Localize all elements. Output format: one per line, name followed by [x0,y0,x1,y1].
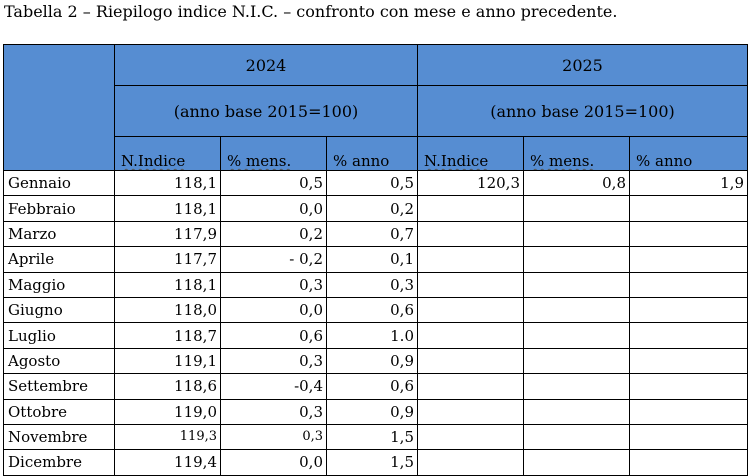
table-row [4,424,748,449]
table-row [4,348,748,373]
index-2025-cell: 120,3 [418,171,524,196]
index-2024-cell: 118,1 [115,272,221,297]
annual-2025-cell [630,348,748,373]
annual-2025-cell [630,272,748,297]
monthly-2025-cell [524,424,630,449]
month-cell: Ottobre [4,399,115,424]
col-header-label: % anno [333,152,390,170]
monthly-2024-cell: 0,2 [221,221,327,246]
table-row [4,247,748,272]
col-header-mens-2025 [524,137,630,171]
index-2024-cell: 118,6 [115,374,221,399]
annual-2024-cell: 1,5 [327,450,418,475]
month-cell: Marzo [4,221,115,246]
monthly-2025-cell [524,399,630,424]
col-header-label: % mens. [530,152,595,170]
monthly-2025-cell [524,272,630,297]
table-row [4,297,748,322]
month-cell: Maggio [4,272,115,297]
year-header-2025: 2025 [418,45,748,86]
year-header-2024: 2024 [115,45,418,86]
annual-2024-cell: 0,7 [327,221,418,246]
month-cell: Giugno [4,297,115,322]
monthly-2024-cell: 0,6 [221,323,327,348]
table-row [4,171,748,196]
table-row [4,323,748,348]
table-row [4,450,748,475]
monthly-2024-cell: 0,5 [221,171,327,196]
col-header-indice-2024 [115,137,221,171]
monthly-2024-cell: - 0,2 [221,247,327,272]
month-cell: Novembre [4,424,115,449]
index-2025-cell [418,374,524,399]
index-2024-cell: 118,7 [115,323,221,348]
annual-2025-cell [630,297,748,322]
annual-2025-cell [630,450,748,475]
index-2025-cell [418,196,524,221]
table-row [4,374,748,399]
month-cell: Agosto [4,348,115,373]
monthly-2025-cell [524,348,630,373]
index-2024-cell: 117,7 [115,247,221,272]
annual-2024-cell: 0,2 [327,196,418,221]
month-cell: Aprile [4,247,115,272]
annual-2024-cell: 0,3 [327,272,418,297]
annual-2024-cell: 0,9 [327,399,418,424]
index-2025-cell [418,424,524,449]
index-2024-cell: 118,1 [115,196,221,221]
index-2025-cell [418,323,524,348]
month-cell: Gennaio [4,171,115,196]
col-header-label: N.Indice [424,152,489,170]
annual-2025-cell [630,374,748,399]
monthly-2024-cell: -0,4 [221,374,327,399]
annual-2025-cell [630,221,748,246]
table-row [4,221,748,246]
table-row [4,196,748,221]
monthly-2024-cell: 0,3 [221,348,327,373]
annual-2024-cell: 0,9 [327,348,418,373]
annual-2025-cell [630,323,748,348]
annual-2025-cell [630,399,748,424]
monthly-2025-cell: 0,8 [524,171,630,196]
index-2025-cell [418,297,524,322]
monthly-2025-cell [524,374,630,399]
col-header-label: % anno [636,152,693,170]
table-row [4,272,748,297]
index-2024-cell: 119,0 [115,399,221,424]
index-2025-cell [418,221,524,246]
col-header-anno-2024 [327,137,418,171]
base-note-2025: (anno base 2015=100) [418,86,748,137]
month-cell: Febbraio [4,196,115,221]
monthly-2024-cell: 0,3 [221,272,327,297]
index-2025-cell [418,247,524,272]
index-2024-cell: 117,9 [115,221,221,246]
monthly-2024-cell: 0,0 [221,196,327,221]
col-header-label: N.Indice [121,152,186,170]
col-header-indice-2025 [418,137,524,171]
corner-header-cell [4,45,115,171]
month-cell: Dicembre [4,450,115,475]
annual-2024-cell: 0,5 [327,171,418,196]
annual-2024-cell: 0,1 [327,247,418,272]
monthly-2025-cell [524,247,630,272]
index-2024-cell: 119,4 [115,450,221,475]
annual-2024-cell: 0,6 [327,374,418,399]
annual-2024-cell: 0,6 [327,297,418,322]
index-2025-cell [418,399,524,424]
index-2025-cell [418,348,524,373]
table-row [4,399,748,424]
month-cell: Luglio [4,323,115,348]
monthly-2025-cell [524,450,630,475]
nic-index-table [3,44,748,476]
monthly-2025-cell [524,323,630,348]
col-header-label: % mens. [227,152,292,170]
index-2024-cell: 119,1 [115,348,221,373]
monthly-2024-cell: 0,3 [221,399,327,424]
monthly-2025-cell [524,196,630,221]
index-2024-cell: 119,3 [115,424,221,449]
index-2025-cell [418,272,524,297]
annual-2024-cell: 1,5 [327,424,418,449]
base-note-2024: (anno base 2015=100) [115,86,418,137]
annual-2025-cell: 1,9 [630,171,748,196]
col-header-anno-2025 [630,137,748,171]
monthly-2024-cell: 0,0 [221,297,327,322]
monthly-2024-cell: 0,3 [221,424,327,449]
monthly-2025-cell [524,297,630,322]
annual-2025-cell [630,424,748,449]
annual-2025-cell [630,196,748,221]
month-cell: Settembre [4,374,115,399]
annual-2025-cell [630,247,748,272]
table-title: Tabella 2 – Riepilogo indice N.I.C. – confronto con mese e anno precedente. [4,2,618,21]
annual-2024-cell: 1.0 [327,323,418,348]
monthly-2024-cell: 0,0 [221,450,327,475]
col-header-mens-2024 [221,137,327,171]
index-2024-cell: 118,1 [115,171,221,196]
index-2025-cell [418,450,524,475]
index-2024-cell: 118,0 [115,297,221,322]
monthly-2025-cell [524,221,630,246]
